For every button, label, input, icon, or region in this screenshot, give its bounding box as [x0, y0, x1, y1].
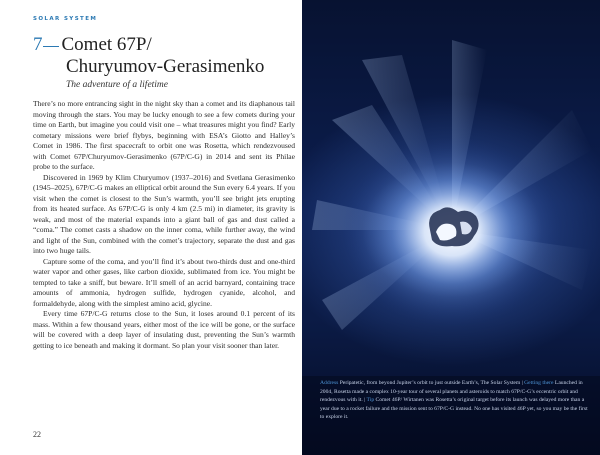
caption-address-label: Address [320, 380, 339, 386]
section-label: SOLAR SYSTEM [33, 16, 98, 22]
page-title-line1: Comet 67P/ [61, 34, 152, 55]
caption-getting-there-text: Launched in 2004, Rosetta made a complex 10-year tour of several planets and asteroids to match 67P/C-G’s eccentric orbit and rendezvous with it. | [320, 380, 583, 404]
photo-caption [320, 379, 590, 422]
chapter-rule [43, 46, 59, 47]
chapter-number: 7 [33, 34, 43, 55]
page-subtitle: The adventure of a lifetime [66, 80, 169, 90]
page-title-line2: Churyumov-Gerasimenko [66, 56, 265, 77]
caption-tip-label: Tip [366, 397, 375, 404]
paragraph: Discovered in 1969 by Klim Churyumov (1937–2016) and Svetlana Gerasimenko (1945–2025), 67P/C-G makes an elliptical orbit around the Sun every 6.4 years. If you visit when the comet is closest to the Sun’s warmth, you’ll see bright jets erupting from its heated surface. As 67P/C-G is only 4 km (2.5 mi) in diameter, its gravity is weak, and most of the material expands into a giant ball of gas and dust called a “coma.” The comet casts a shadow on the inner coma, while further away, the wind and light of the Sun, combined with the comet’s trajectory, separate the dust and gas into two huge tails. [33, 172, 295, 255]
right-page-photo [302, 0, 600, 455]
paragraph: There’s no more entrancing sight in the night sky than a comet and its diaphanous tail moving through the stars. You may be lucky enough to see a few comets during your time on Earth, but imagine you could visit one – what treasures might you find? Early cometary missions were brief flybys, beginning with ESA’s Giotto and Halley’s Comet in 1986. The first spacecraft to orbit one was Rosetta, which rendezvoused with Comet 67P/Churyumov-Gerasimenko (67P/C-G) in 2014 and sent its Philae probe to the surface. [33, 99, 295, 171]
caption-address-text: Peripatetic, from beyond Jupiter’s orbit to just outside Earth’s, The Solar System | [338, 380, 525, 386]
title-block [33, 34, 293, 90]
page-number: 22 [33, 430, 41, 439]
caption-tip-text: Comet 46P/ Wirtanen was Rosetta’s original target before its launch was delayed more than a year due to a rocket failure and the mission sent to 67P/C-G instead. No one has visited 46P yet, so you may be the first to explore it. [320, 397, 588, 421]
paragraph: Capture some of the coma, and you’ll find it’s about two-thirds dust and one-third water vapor and other gases, like carbon dioxide, sublimated from ice. You might be tempted to take a sniff, but beware. It’ll smell of an acrid barnyard, containing trace amounts of ammonia, hydrogen sulfide, hydrogen cyanide, alcohol, and formaldehyde, along with the simplest amino acid, glycine. [33, 256, 295, 308]
paragraph: Every time 67P/C-G returns close to the Sun, it loses around 0.1 percent of its mass. Within a few thousand years, either most of the ice will be gone, or the surface will be covered with a deep layer of insulating dust, preventing the Sun’s warmth getting to ice beneath and making it dormant. So plan your visit sooner than later. [33, 309, 295, 350]
body-text [33, 99, 295, 351]
caption-getting-there-label: Getting there [524, 380, 554, 386]
